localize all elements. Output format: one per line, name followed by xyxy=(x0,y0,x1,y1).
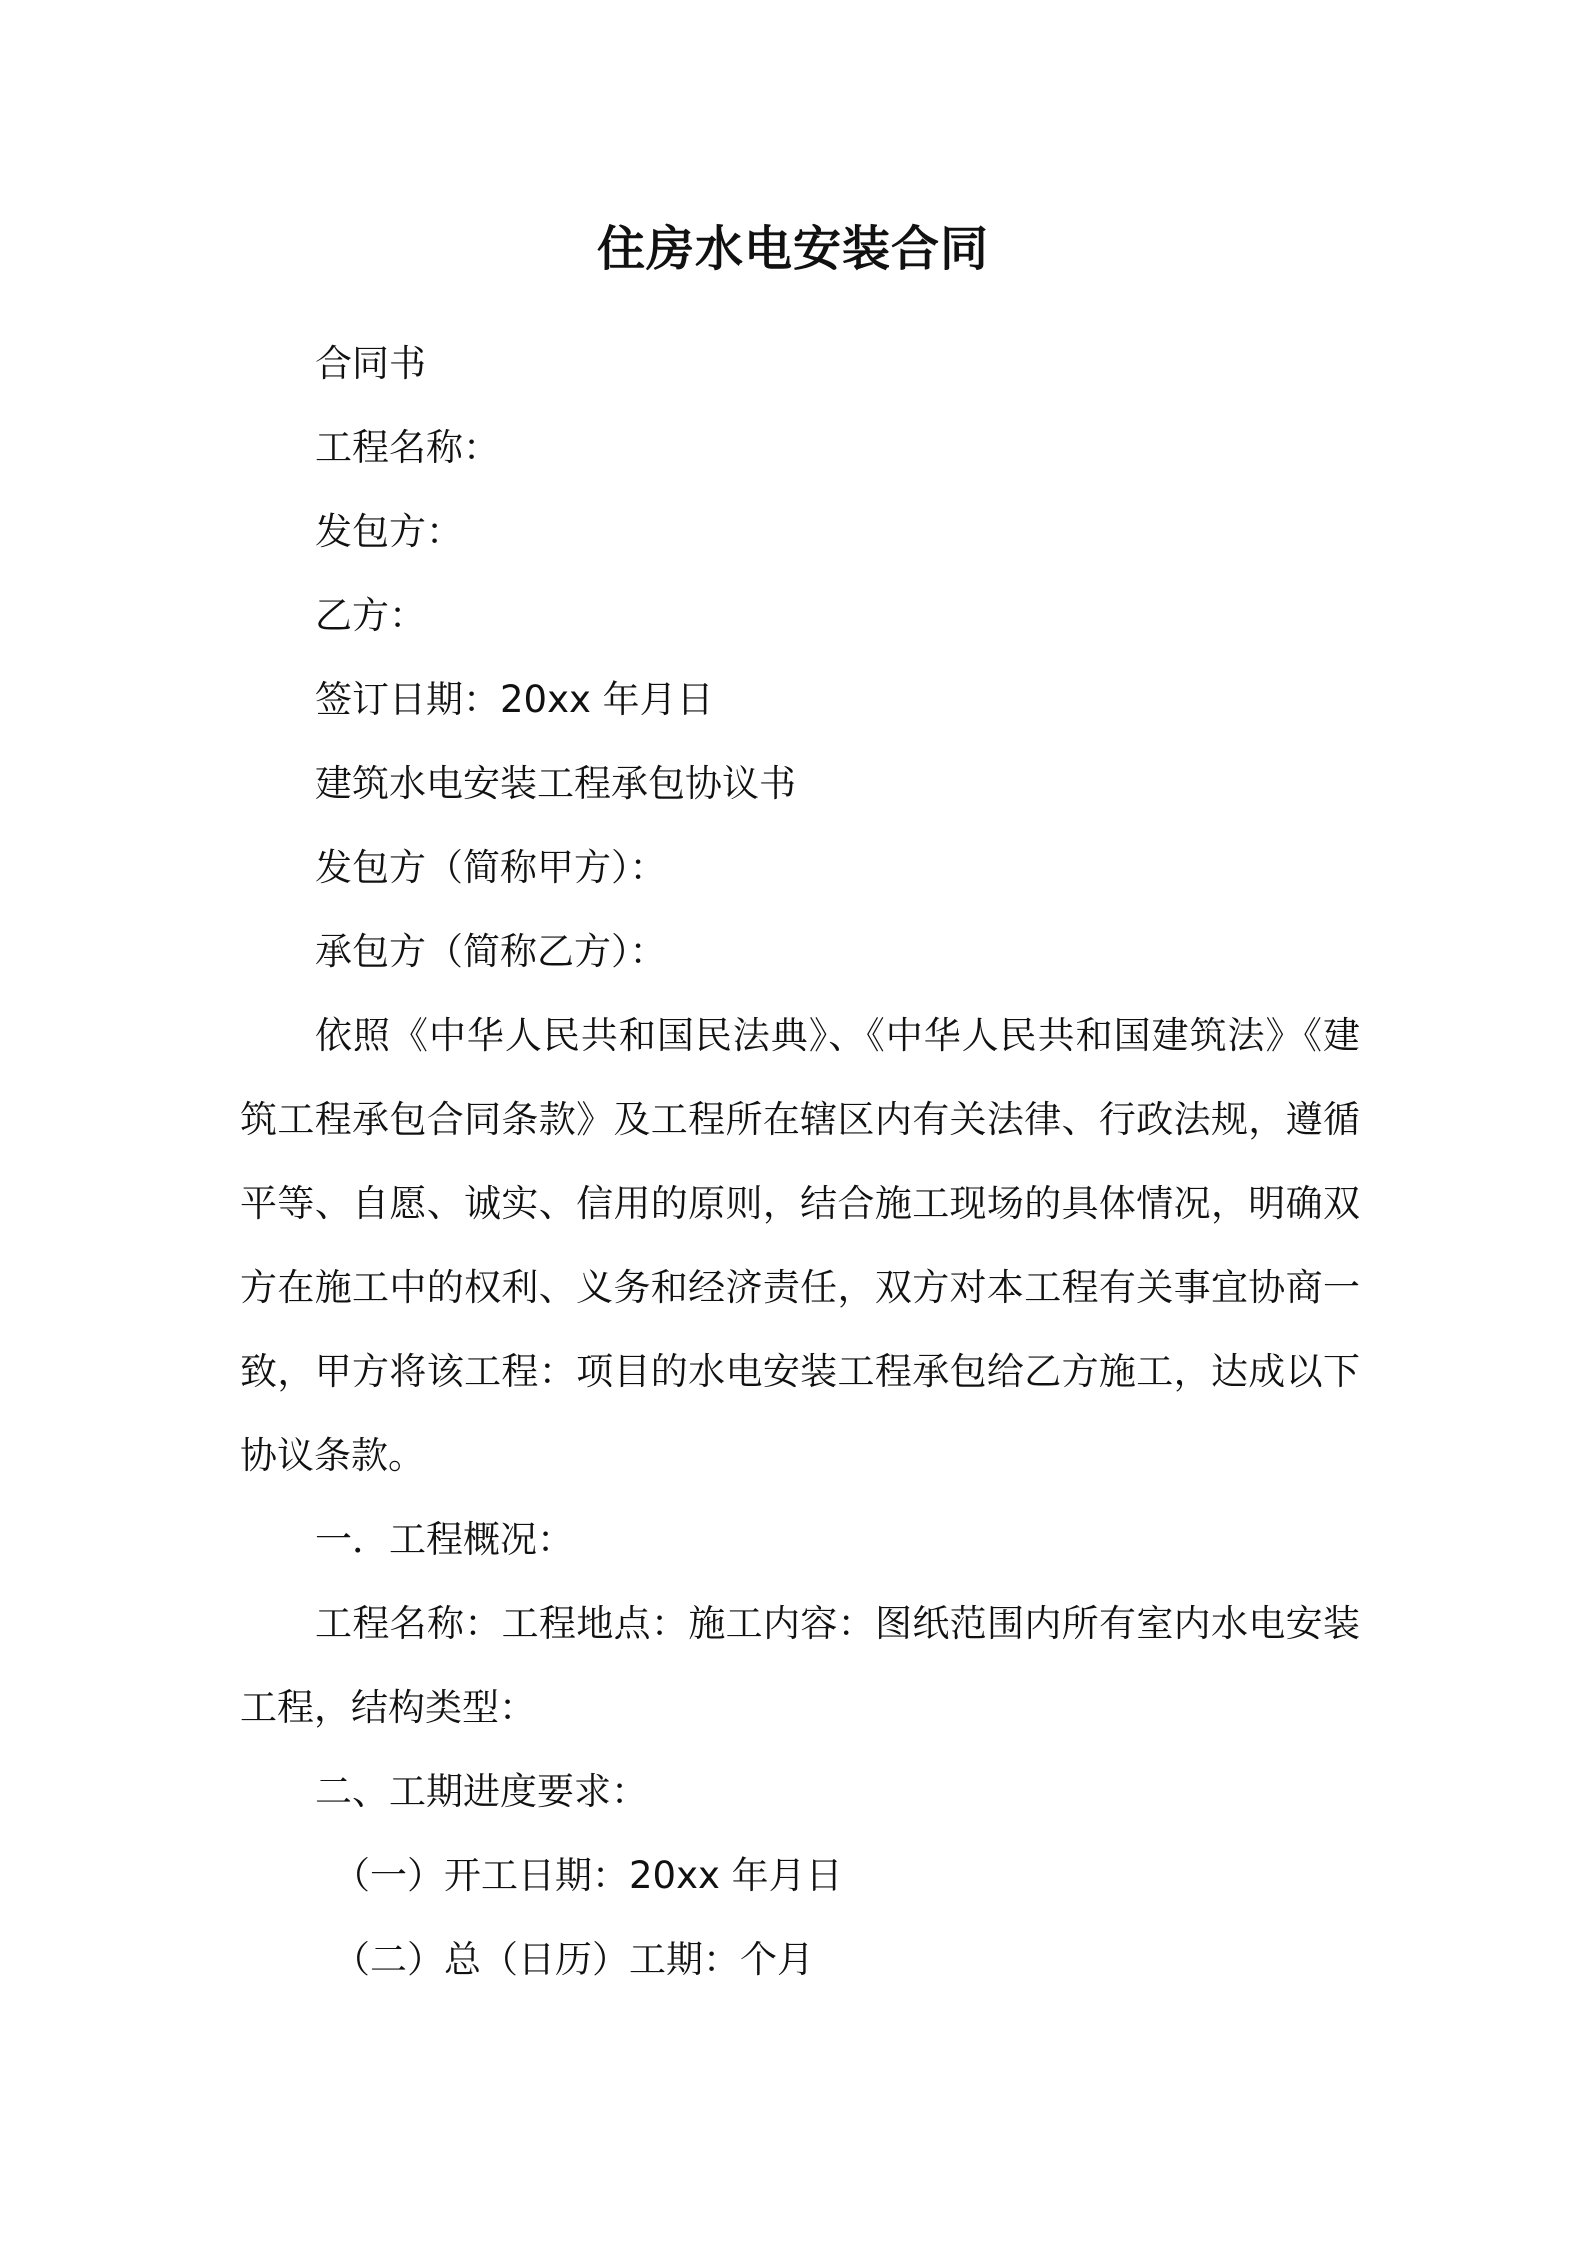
paragraph-section-1: 一．工程概况： xyxy=(315,1518,574,1561)
paragraph-party-b: 乙方： xyxy=(315,594,426,637)
paragraph-project-details: 工程名称：工程地点：施工内容：图纸范围内所有室内水电安装工程，结构类型： xyxy=(240,1602,1360,1729)
paragraph-party-b-short: 承包方（简称乙方）： xyxy=(315,930,667,973)
paragraph-start-date: （一）开工日期：20xx 年月日 xyxy=(333,1854,843,1897)
paragraph-party-a-short: 发包方（简称甲方）： xyxy=(315,846,667,889)
document-body xyxy=(240,322,1360,2002)
paragraph-section-2: 二、工期进度要求： xyxy=(315,1770,648,1813)
paragraph-total-duration: （二）总（日历）工期：个月 xyxy=(333,1938,814,1981)
paragraph-contract-book: 合同书 xyxy=(315,342,426,385)
paragraph-sign-date: 签订日期：20xx 年月日 xyxy=(315,678,714,721)
paragraph-employer: 发包方： xyxy=(315,510,463,553)
paragraph-legal-basis: 依照《中华人民共和国民法典》、《中华人民共和国建筑法》《建筑工程承包合同条款》及工程所在辖区内有关法律、行政法规，遵循平等、自愿、诚实、信用的原则，结合施工现场的具体情况，明确双方在施工中的权利、义务和经济责任，双方对本工程有关事宜协商一致，甲方将该工程：项目的水电安装工程承包给乙方施工，达成以下协议条款。 xyxy=(240,1014,1360,1477)
paragraph-agreement-title: 建筑水电安装工程承包协议书 xyxy=(315,762,796,805)
paragraph-project-name: 工程名称： xyxy=(315,426,500,469)
document-title: 住房水电安装合同 xyxy=(596,221,989,277)
